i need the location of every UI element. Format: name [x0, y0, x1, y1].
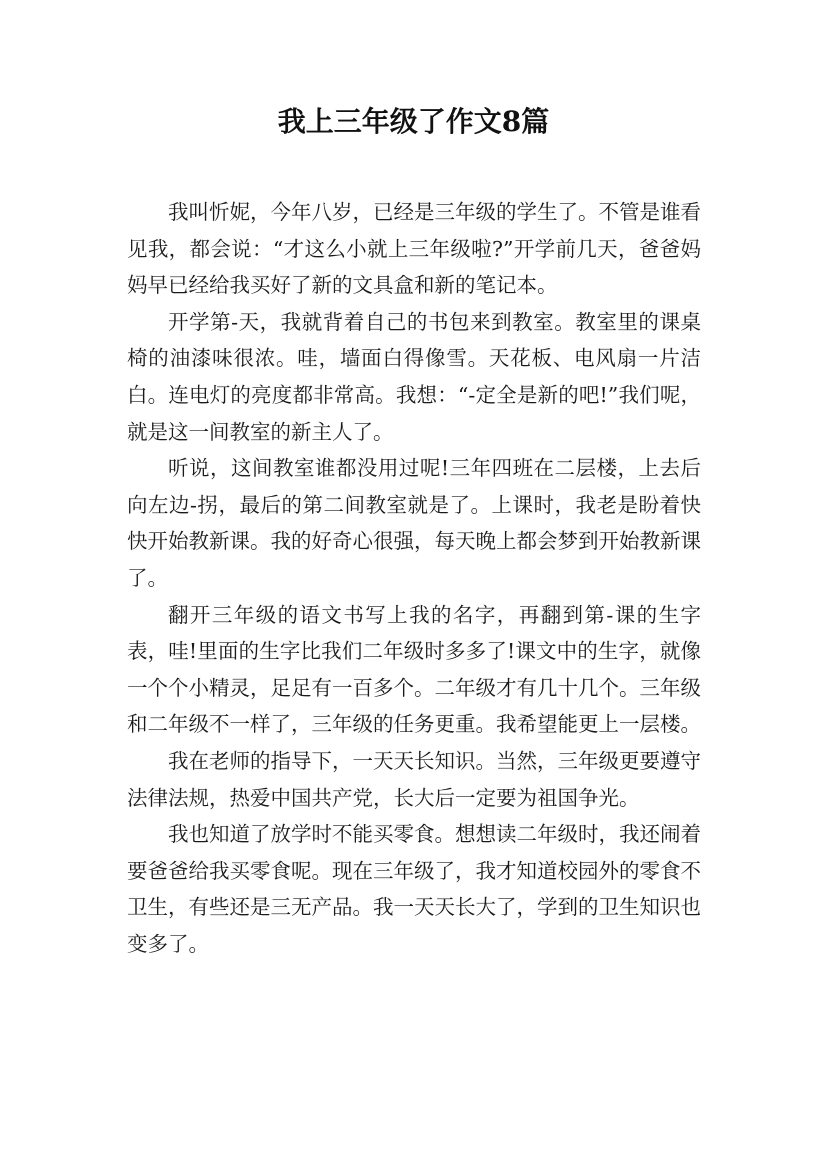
paragraph: 我在老师的指导下，一天天长知识。当然，三年级更要遵守法律法规，热爱中国共产党，长大后一定要为祖国争光。 [127, 748, 701, 810]
paragraph: 翻开三年级的语文书写上我的名字，再翻到第-课的生字表，哇!里面的生字比我们二年级时多多了!课文中的生字，就像一个个小精灵，足足有一百多个。二年级才有几十几个。三年级和二年级不一样了，三年级的任务更重。我希望能更上一层楼。 [127, 602, 701, 737]
paragraph: 开学第-天，我就背着自己的书包来到教室。教室里的课桌椅的油漆味很浓。哇，墙面白得像雪。天花板、电风扇一片洁白。连电灯的亮度都非常高。我想：“-定全是新的吧!”我们呢，就是这一间教室的新主人了。 [127, 309, 701, 444]
paragraph: 我也知道了放学时不能买零食。想想读二年级时，我还闹着要爸爸给我买零食呢。现在三年级了，我才知道校园外的零食不卫生，有些还是三无产品。我一天天长大了，学到的卫生知识也变多了。 [127, 822, 701, 956]
page-title: 我上三年级了作文8篇 [277, 105, 550, 138]
paragraph: 听说，这间教室谁都没用过呢!三年四班在二层楼，上去后向左边-拐，最后的第二间教室就是了。上课时，我老是盼着快快开始教新课。我的好奇心很强，每天晚上都会梦到开始教新课了。 [127, 456, 701, 590]
paragraph: 我叫忻妮，今年八岁，已经是三年级的学生了。不管是谁看见我，都会说：“才这么小就上三年级啦?”开学前几天，爸爸妈妈早已经给我买好了新的文具盒和新的笔记本。 [127, 200, 701, 298]
essay-body [127, 194, 701, 962]
